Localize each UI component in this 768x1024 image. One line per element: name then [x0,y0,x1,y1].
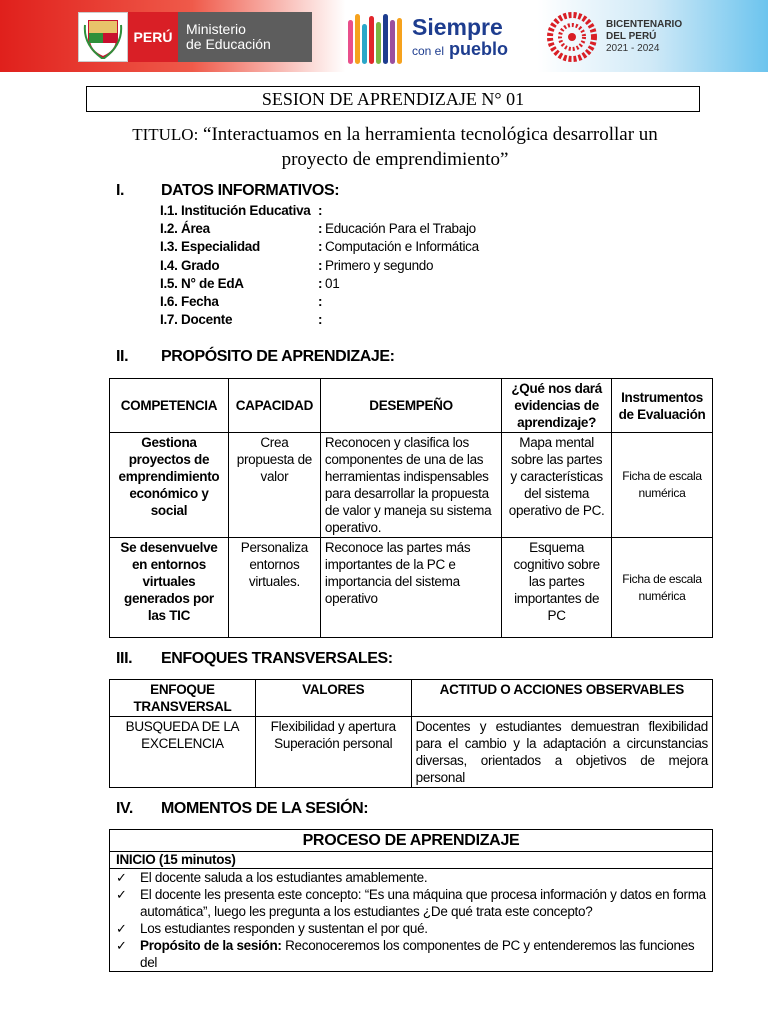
list-item-body: Reconoceremos los componentes de PC y entenderemos las funciones del [140,938,695,970]
datos-sep: : [318,239,323,255]
table-cell: Flexibilidad y apertura Superación personal [255,717,411,788]
list-item [116,869,706,886]
siempre-con-el-pueblo-logo [348,10,518,66]
list-item-body: Los estudiantes responden y sustentan el por qué. [140,921,428,936]
list-item-bold: Propósito de la sesión: [140,938,282,953]
session-title: SESION DE APRENDIZAJE N° 01 [86,86,700,112]
datos-key: I.5. N° de EdA [160,275,244,291]
check-icon: ✓ [116,938,127,953]
datos-informativos [160,202,479,329]
section-heading-enfoques: III. ENFOQUES TRANSVERSALES: [116,650,393,667]
table-cell: Docentes y estudiantes demuestran flexibilidad para el cambio y la adaptación a circunstancias diversas, orientados a objetivos de mejora personal [411,717,712,788]
datos-row [160,220,479,238]
datos-row [160,257,479,275]
datos-row [160,293,479,311]
proposito-col-header: COMPETENCIA [110,379,229,433]
list-item-text [140,869,427,886]
titulo-text: “Interactuamos en la herramienta tecnológica desarrollar un proyecto de emprendimiento” [203,124,658,170]
section-heading-datos: I. DATOS INFORMATIVOS: [116,182,340,199]
datos-row [160,238,479,256]
table-row [110,433,713,538]
datos-sep: : [318,312,323,328]
section-heading-proposito: II. PROPÓSITO DE APRENDIZAJE: [116,348,395,365]
datos-sep: : [318,203,323,218]
table-cell: BUSQUEDA DE LA EXCELENCIA [110,717,256,788]
datos-key: I.6. Fecha [160,293,219,309]
slogan-pueblo: pueblo [449,39,509,59]
table-cell: Se desenvuelve en entornos virtuales generados por las TIC [110,538,229,638]
datos-sep: : [318,275,323,291]
bicentenario-emblem-icon [546,11,598,63]
datos-key: I.7. Docente [160,312,233,328]
list-item [116,920,706,937]
bicent-line1: BICENTENARIO [606,19,683,30]
list-item-body: El docente saluda a los estudiantes amablemente. [140,870,428,885]
table-cell: Ficha de escala numérica [612,538,713,638]
proceso-header: PROCESO DE APRENDIZAJE [110,830,713,852]
colored-bars-icon [348,12,406,64]
bicent-line3: 2021 - 2024 [606,43,660,54]
list-item-text [140,886,706,920]
slogan-title: Siempre [412,14,503,40]
table-cell: Reconocen y clasifica los componentes de una de las herramientas indispensables para desarrollar la propuesta de valor y maneja su sistema operativo. [320,433,501,538]
table-cell: Crea propuesta de valor [228,433,320,538]
table-cell: Mapa mental sobre las partes y características del sistema operativo de PC. [502,433,612,538]
datos-sep: : [318,293,323,309]
proposito-col-header: Instrumentos de Evaluación [612,379,713,433]
table-cell: Personaliza entornos virtuales. [228,538,320,638]
list-item [116,886,706,920]
proceso-table [109,829,713,972]
list-item-text [140,920,428,937]
proposito-col-header: DESEMPEÑO [320,379,501,433]
list-item-text [140,937,706,971]
datos-value: 01 [325,275,340,291]
inicio-label: INICIO (15 minutos) [110,852,713,869]
check-icon: ✓ [116,921,127,936]
table-row [110,538,713,638]
datos-sep: : [318,257,323,273]
datos-key: I.2. Área [160,221,210,237]
titulo-label: TITULO: [132,125,199,144]
list-item [116,937,706,971]
datos-key: I.3. Especialidad [160,239,260,255]
proposito-col-header: ¿Qué nos dará evidencias de aprendizaje? [502,379,612,433]
table-cell: Reconoce las partes más importantes de la PC e importancia del sistema operativo [320,538,501,638]
bicent-line2: DEL PERÚ [606,31,657,42]
datos-sep: : [318,221,323,237]
table-cell: Gestiona proyectos de emprendimiento económico y social [110,433,229,538]
slogan-con: con el [412,44,445,58]
datos-value: Primero y segundo [325,257,434,273]
check-icon: ✓ [116,870,127,885]
inicio-items [116,869,706,971]
datos-row [160,202,479,220]
enfoque-col-header: ENFOQUE TRANSVERSAL [110,680,256,717]
enfoque-col-header: VALORES [255,680,411,717]
peru-label: PERÚ [128,12,178,62]
section-heading-momentos: IV. MOMENTOS DE LA SESIÓN: [116,800,369,817]
bicentenario-logo [546,10,696,64]
enfoque-col-header: ACTITUD O ACCIONES OBSERVABLES [411,680,712,717]
table-cell: Esquema cognitivo sobre las partes importantes de PC [502,538,612,638]
datos-value: Computación e Informática [325,239,479,255]
ministerio-label: Ministerio de Educación [178,12,312,62]
minedu-logo [78,12,312,62]
datos-row [160,311,479,329]
datos-row [160,275,479,293]
proposito-table [109,378,713,638]
datos-value: Educación Para el Trabajo [325,221,476,237]
datos-key: I.1. Institución Educativa [160,203,311,218]
enfoques-table [109,679,713,788]
datos-key: I.4. Grado [160,257,220,273]
proposito-col-header: CAPACIDAD [228,379,320,433]
titulo [100,122,690,172]
check-icon: ✓ [116,887,127,902]
list-item-body: El docente les presenta este concepto: “Es una máquina que procesa información y datos en forma automática”, luego les pregunta a los estudiantes ¿De qué trata este concepto? [140,887,706,919]
header-banner [0,0,768,72]
table-cell: Ficha de escala numérica [612,433,713,538]
coat-of-arms-icon [78,12,128,62]
